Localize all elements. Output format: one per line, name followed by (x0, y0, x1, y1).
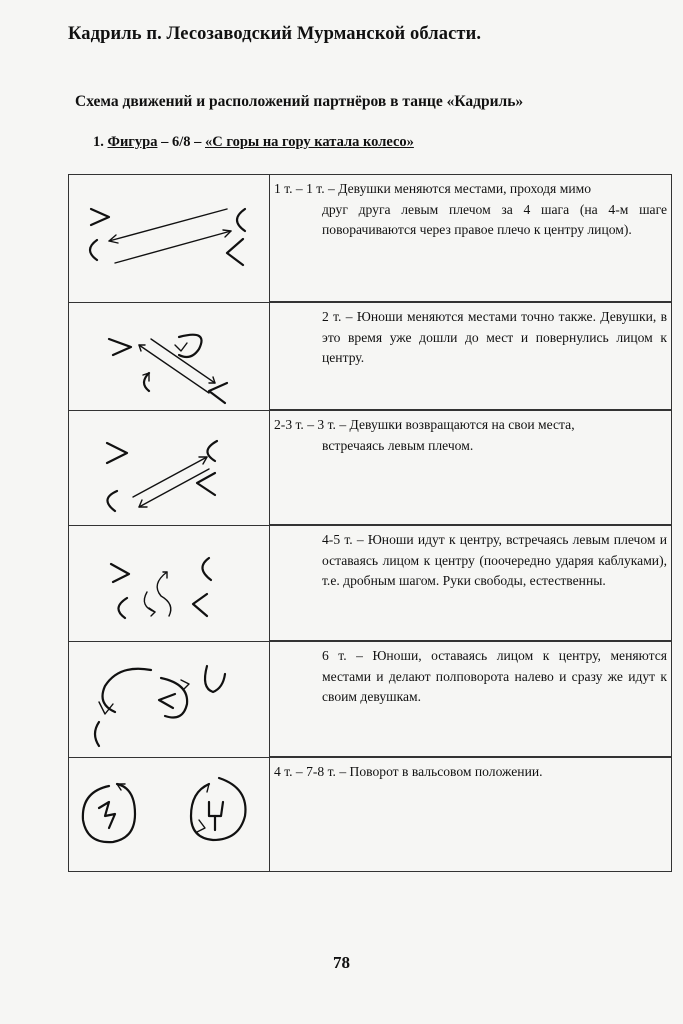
table-row (68, 757, 672, 872)
table-row (68, 525, 672, 641)
table-row (68, 174, 672, 302)
page-number: 78 (333, 953, 350, 972)
figure-meter: – 6/8 – (157, 134, 205, 150)
description-text: встречаясь левым плечом. (322, 437, 474, 453)
description-cell (269, 757, 672, 872)
description-lead: 4 т. – 7-8 т. – Поворот в вальсовом положении. (274, 764, 543, 779)
diagram-cell (68, 410, 269, 525)
figure-number: 1. (93, 134, 104, 150)
figure-heading (93, 134, 653, 151)
boys-swap-icon (69, 303, 270, 411)
description-text: 2 т. – Юноши меняются местами точно также. Девушки, в это время уже дошли до мест и повернулись лицом к центру. (322, 309, 667, 365)
description-cell (269, 174, 672, 302)
table-row (68, 641, 672, 757)
figure-name: «С горы на гору катала колесо» (205, 134, 414, 150)
boys-center-icon (69, 526, 270, 642)
diagram-cell (68, 641, 269, 757)
diagram-cell (68, 174, 269, 302)
diagram-cell (68, 302, 269, 410)
girls-return-icon (69, 411, 270, 526)
description-text: 6 т. – Юноши, оставаясь лицом к центру, меняются местами и делают полповорота налево и сразу же идут к своим девушкам. (322, 648, 667, 704)
diagram-cell (68, 525, 269, 641)
description-text: 4-5 т. – Юноши идут к центру, встречаясь левым плечом и оставаясь лицом к центру (поочередно ударяя каблуками), т.е. дробным шагом. Руки свободы, естественны. (322, 532, 667, 588)
figure-label: Фигура (107, 134, 158, 150)
boys-half-turn-icon (69, 642, 270, 758)
description-cell (269, 410, 672, 525)
description-cell (269, 302, 672, 410)
scheme-subtitle: Схема движений и расположений партнёров в танце «Кадриль» (75, 93, 524, 110)
description-lead: 1 т. – 1 т. – Девушки меняются местами, проходя мимо (274, 181, 591, 196)
description-cell (269, 525, 672, 641)
table-row (68, 302, 672, 410)
diagram-cell (68, 757, 269, 872)
description-text: друг друга левым плечом за 4 шага (на 4-м шаге поворачиваются через правое плечо к центру лицом). (322, 201, 667, 237)
girls-swap-icon (69, 175, 270, 303)
table-row (68, 410, 672, 525)
waltz-turn-icon (69, 758, 270, 873)
description-cell (269, 641, 672, 757)
movement-scheme-table (68, 174, 672, 872)
description-lead: 2-3 т. – 3 т. – Девушки возвращаются на свои места, (274, 417, 575, 432)
table-bottom-border (68, 871, 269, 872)
page-title: Кадриль п. Лесозаводский Мурманской области. (68, 24, 482, 44)
